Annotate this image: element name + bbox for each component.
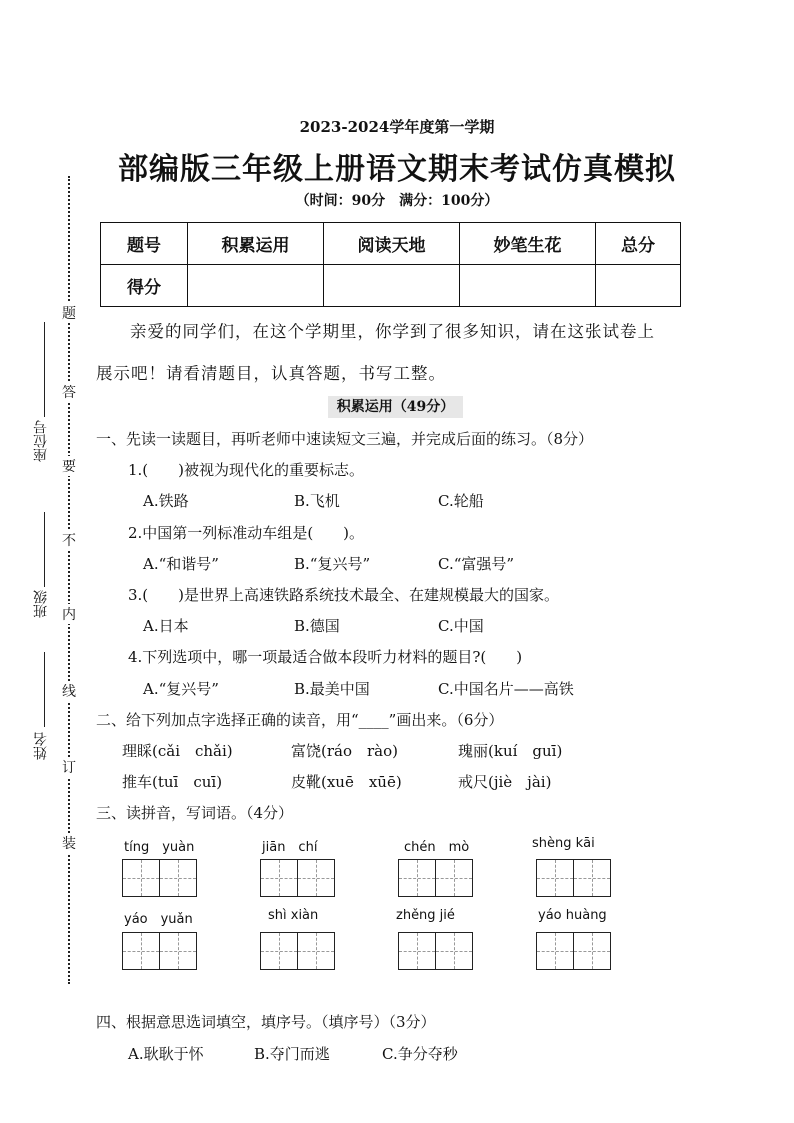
- q3-write-box-5[interactable]: [122, 932, 197, 970]
- q3-write-box-6[interactable]: [260, 932, 335, 970]
- q1-item4-stem: 4.下列选项中，哪一项最适合做本段听力材料的题目?( ): [128, 648, 523, 666]
- q1-item3-option-b[interactable]: B.德国: [294, 617, 340, 635]
- q3-write-box-8[interactable]: [536, 932, 611, 970]
- q1-item1-stem: 1.( )被视为现代化的重要标志。: [128, 461, 365, 479]
- score-col-total: 总分: [596, 223, 681, 265]
- intro-line-2: 展示吧！请看清题目，认真答题，书写工整。: [96, 364, 446, 383]
- q1-item2-option-b[interactable]: B.“复兴号”: [294, 555, 371, 573]
- q1-item1-option-c[interactable]: C.轮船: [438, 492, 484, 510]
- binding-word-8: 装: [62, 833, 76, 853]
- q2-word-3[interactable]: 瑰丽(kuí guī): [458, 742, 563, 760]
- q3-pinyin-5: yáo yuǎn: [124, 912, 193, 927]
- q3-pinyin-1: tíng yuàn: [124, 840, 195, 855]
- q1-item3-option-c[interactable]: C.中国: [438, 617, 484, 635]
- q3-title: 三、读拼音，写词语。（4分）: [96, 804, 294, 822]
- q3-write-box-1[interactable]: [122, 859, 197, 897]
- section-heading: 积累运用（49分）: [328, 396, 463, 418]
- binding-word-7: 订: [62, 757, 76, 777]
- q3-pinyin-4: shèng kāi: [532, 836, 595, 851]
- name-line[interactable]: [44, 652, 45, 727]
- intro-line-1: 亲爱的同学们，在这个学期里，你学到了很多知识，请在这张试卷上: [130, 322, 655, 341]
- score-cell-total[interactable]: [596, 265, 681, 307]
- score-cell-reading[interactable]: [324, 265, 460, 307]
- q2-word-1[interactable]: 理睬(cǎi chǎi): [122, 742, 233, 760]
- q4-title: 四、根据意思选词填空，填序号。（填序号）（3分）: [96, 1013, 436, 1031]
- q3-write-box-2[interactable]: [260, 859, 335, 897]
- q4-option-a[interactable]: A.耿耿于怀: [128, 1045, 204, 1063]
- q2-word-6[interactable]: 戒尺(jiè jài): [458, 773, 552, 791]
- q3-pinyin-3: chén mò: [404, 840, 470, 855]
- q1-item4-option-b[interactable]: B.最美中国: [294, 680, 370, 698]
- q1-item4-option-a[interactable]: A.“复兴号”: [143, 680, 219, 698]
- q4-option-c[interactable]: C.争分夺秒: [382, 1045, 458, 1063]
- score-cell-accumulate[interactable]: [188, 265, 324, 307]
- q3-pinyin-8: yáo huàng: [538, 908, 607, 923]
- q1-item4-option-c[interactable]: C.中国名片——高铁: [438, 680, 574, 698]
- class-line[interactable]: [44, 512, 45, 587]
- q2-word-4[interactable]: 推车(tuī cuī): [122, 773, 223, 791]
- school-year: 2023-2024学年度第一学期: [299, 118, 495, 136]
- score-table: [100, 222, 681, 307]
- exam-title: 部编版三年级上册语文期末考试仿真模拟: [118, 152, 676, 187]
- seat-line[interactable]: [44, 322, 45, 417]
- q1-title: 一、先读一读题目，再听老师中速读短文三遍，并完成后面的练习。（8分）: [96, 430, 594, 448]
- q3-pinyin-2: jiān chí: [262, 840, 318, 855]
- score-col-accumulate: 积累运用: [188, 223, 324, 265]
- binding-word-5: 内: [62, 604, 76, 624]
- seat-label: 座位号: [33, 420, 49, 462]
- class-label: 班级: [33, 590, 49, 618]
- q1-item1-option-b[interactable]: B.飞机: [294, 492, 340, 510]
- q1-item2-stem: 2.中国第一列标准动车组是( )。: [128, 524, 365, 542]
- binding-word-4: 不: [62, 530, 76, 550]
- binding-word-6: 线: [62, 681, 76, 701]
- binding-word-3: 要: [62, 456, 76, 476]
- score-row-label: 得分: [101, 265, 188, 307]
- score-table-header-row: [101, 223, 681, 265]
- q2-word-2[interactable]: 富饶(ráo rào): [291, 742, 398, 760]
- score-cell-writing[interactable]: [460, 265, 596, 307]
- q2-title: 二、给下列加点字选择正确的读音，用“____”画出来。（6分）: [96, 711, 504, 729]
- binding-dotted-line: [68, 176, 70, 984]
- score-table-score-row: [101, 265, 681, 307]
- q4-option-b[interactable]: B.夺门而逃: [254, 1045, 330, 1063]
- q1-item1-option-a[interactable]: A.铁路: [143, 492, 189, 510]
- score-col-reading: 阅读天地: [324, 223, 460, 265]
- q1-item3-stem: 3.( )是世界上高速铁路系统技术最全、在建规模最大的国家。: [128, 586, 560, 604]
- name-label: 姓名: [33, 732, 49, 760]
- exam-subtitle: （时间：90分 满分：100分）: [295, 193, 499, 209]
- q3-write-box-4[interactable]: [536, 859, 611, 897]
- q1-item2-option-c[interactable]: C.“富强号”: [438, 555, 515, 573]
- q1-item2-option-a[interactable]: A.“和谐号”: [143, 555, 219, 573]
- binding-word-1: 题: [62, 303, 76, 323]
- q3-pinyin-6: shì xiàn: [268, 908, 319, 923]
- q3-write-box-7[interactable]: [398, 932, 473, 970]
- q3-write-box-3[interactable]: [398, 859, 473, 897]
- q2-word-5[interactable]: 皮靴(xuē xūē): [291, 773, 402, 791]
- q3-pinyin-7: zhěng jié: [396, 908, 455, 923]
- binding-word-2: 答: [62, 382, 76, 402]
- q1-item3-option-a[interactable]: A.日本: [143, 617, 189, 635]
- score-col-writing: 妙笔生花: [460, 223, 596, 265]
- score-col-label: 题号: [101, 223, 188, 265]
